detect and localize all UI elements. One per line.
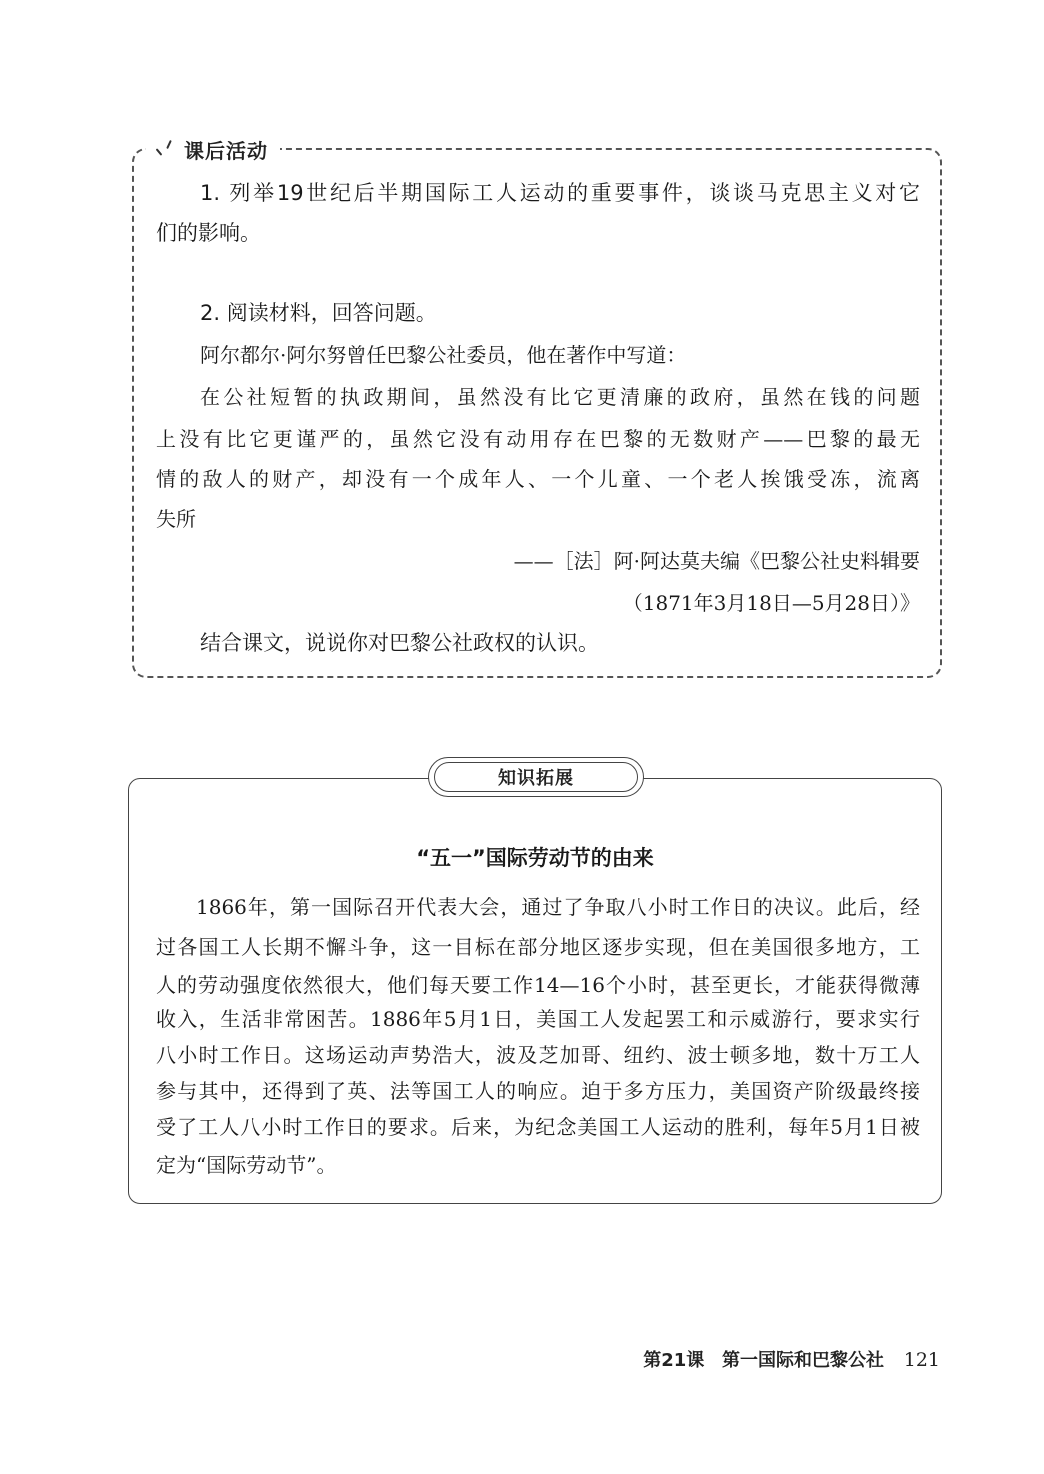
knowledge-line-2: 过各国工人长期不懈斗争，这一目标在部分地区逐步实现，但在美国很多地方，工 xyxy=(156,935,920,959)
knowledge-line-8: 定为“国际劳动节”。 xyxy=(156,1153,337,1177)
activity-title: 课后活动 xyxy=(184,138,268,163)
question-2-prompt: 结合课文，说说你对巴黎公社政权的认识。 xyxy=(200,631,599,655)
article-title: “五一”国际劳动节的由来 xyxy=(416,846,654,870)
quote-line-4: 失所 xyxy=(156,507,196,531)
question-1-line-1: 1. 列举19世纪后半期国际工人运动的重要事件，谈谈马克思主义对它 xyxy=(200,181,920,205)
knowledge-line-1: 1866年，第一国际召开代表大会，通过了争取八小时工作日的决议。此后，经 xyxy=(196,895,920,919)
source-line-1: ——［法］阿·阿达莫夫编《巴黎公社史料辑要 xyxy=(513,549,920,573)
question-1-line-2: 们的影响。 xyxy=(156,221,261,245)
quote-line-2: 上没有比它更谨严的，虽然它没有动用存在巴黎的无数财产——巴黎的最无 xyxy=(156,427,920,451)
knowledge-tab xyxy=(428,757,644,797)
knowledge-line-3: 人的劳动强度依然很大，他们每天要工作14—16个小时，甚至更长，才能获得微薄 xyxy=(156,973,920,997)
knowledge-line-5: 八小时工作日。这场运动声势浩大，波及芝加哥、纽约、波士顿多地，数十万工人 xyxy=(156,1043,920,1067)
knowledge-line-6: 参与其中，还得到了英、法等国工人的响应。迫于多方压力，美国资产阶级最终接 xyxy=(156,1079,920,1103)
question-2-intro: 阿尔都尔·阿尔努曾任巴黎公社委员，他在著作中写道： xyxy=(200,343,687,367)
question-2-title: 2. 阅读材料，回答问题。 xyxy=(200,301,437,325)
activity-header xyxy=(146,132,280,166)
footer-lesson: 第21课 xyxy=(643,1350,705,1371)
source-line-2: （1871年3月18日—5月28日）》 xyxy=(622,591,920,615)
activity-mark-icon xyxy=(152,138,178,160)
page-footer xyxy=(643,1346,940,1372)
knowledge-tab-label: 知识拓展 xyxy=(434,762,638,792)
quote-line-1: 在公社短暂的执政期间，虽然没有比它更清廉的政府，虽然在钱的问题 xyxy=(200,385,920,409)
quote-line-3: 情的敌人的财产，却没有一个成年人、一个儿童、一个老人挨饿受冻，流离 xyxy=(156,467,920,491)
footer-lesson-title: 第一国际和巴黎公社 xyxy=(722,1350,884,1371)
knowledge-line-7: 受了工人八小时工作日的要求。后来，为纪念美国工人运动的胜利，每年5月1日被 xyxy=(156,1115,920,1139)
knowledge-line-4: 收入，生活非常困苦。1886年5月1日，美国工人发起罢工和示威游行，要求实行 xyxy=(156,1007,920,1031)
page-number: 121 xyxy=(903,1349,940,1371)
